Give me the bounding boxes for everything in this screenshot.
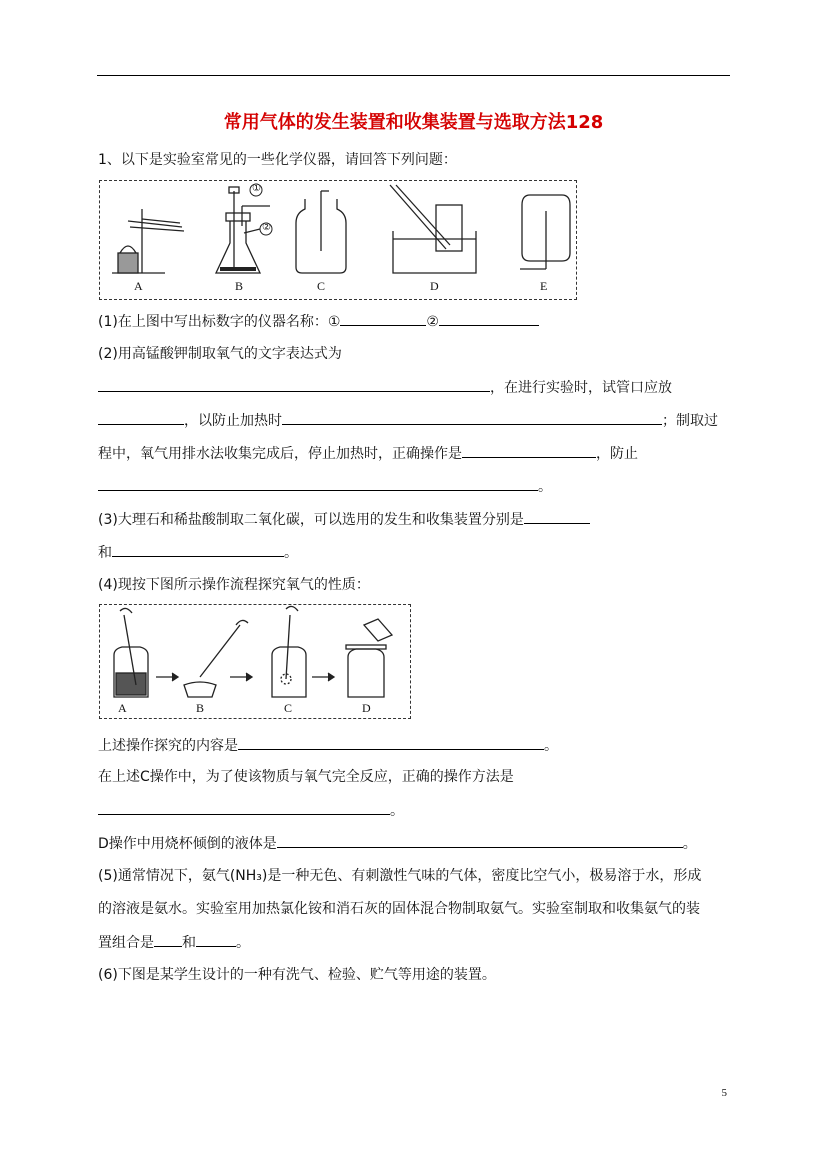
part-4-line-3: 。 <box>98 800 404 821</box>
exp-label-B: B <box>196 701 205 715</box>
answer-blank[interactable] <box>196 932 236 947</box>
answer-blank[interactable] <box>439 311 539 326</box>
part-2-line-5: 。 <box>98 476 552 497</box>
part-5-line-3: 置组合是 和 。 <box>98 932 250 953</box>
question-1-part-3: (3)大理石和稀盐酸制取二氧化碳，可以选用的发生和收集装置分别是 <box>98 509 590 530</box>
answer-blank[interactable] <box>238 735 544 750</box>
apparatus-drawing <box>100 181 576 299</box>
answer-blank[interactable] <box>524 509 590 524</box>
exp-label-C: C <box>284 701 293 715</box>
marker-2: ② <box>262 222 271 233</box>
answer-blank[interactable] <box>282 410 662 425</box>
apparatus-figure <box>99 180 577 300</box>
answer-blank[interactable] <box>98 800 390 815</box>
part-2-line-4: 程中，氧气用排水法收集完成后，停止加热时，正确操作是 ，防止 <box>98 443 638 464</box>
part-5-line-1: (5)通常情况下，氨气(NH₃)是一种无色、有刺激性气味的气体，密度比空气小，极易溶于水，形成 <box>98 868 702 884</box>
exp-label-A: A <box>118 701 127 715</box>
label-B: B <box>235 279 244 293</box>
label-D: D <box>430 279 439 293</box>
question-1-part-2: (2)用高锰酸钾制取氧气的文字表达式为 <box>98 346 342 362</box>
label-E: E <box>540 279 548 293</box>
part-2-line-2: ，在进行实验时，试管口应放 <box>98 377 672 398</box>
header-rule <box>97 75 730 76</box>
part-4-line-1: 上述操作探究的内容是 。 <box>98 735 558 756</box>
answer-blank[interactable] <box>340 311 426 326</box>
part-3-line-2: 和 。 <box>98 542 298 563</box>
answer-blank[interactable] <box>277 833 683 848</box>
answer-blank[interactable] <box>98 377 490 392</box>
oxygen-experiment-figure <box>99 604 411 719</box>
question-1-part-4: (4)现按下图所示操作流程探究氧气的性质： <box>98 577 370 593</box>
answer-blank[interactable] <box>98 410 184 425</box>
label-C: C <box>317 279 326 293</box>
question-1-part-1: (1)在上图中写出标数字的仪器名称：① ② <box>98 311 539 332</box>
label-A: A <box>134 279 143 293</box>
question-1-part-6: (6)下图是某学生设计的一种有洗气、检验、贮气等用途的装置。 <box>98 967 496 983</box>
answer-blank[interactable] <box>98 476 538 491</box>
answer-blank[interactable] <box>154 932 182 947</box>
question-1-intro: 1、以下是实验室常见的一些化学仪器，请回答下列问题： <box>98 152 457 168</box>
exp-label-D: D <box>362 701 371 715</box>
page-number: 5 <box>721 1087 727 1099</box>
answer-blank[interactable] <box>112 542 284 557</box>
answer-blank[interactable] <box>462 443 596 458</box>
marker-1: ① <box>252 183 261 194</box>
part-4-line-4: D操作中用烧杯倾倒的液体是 。 <box>98 833 697 854</box>
page-title: 常用气体的发生装置和收集装置与选取方法128 <box>223 112 604 133</box>
part-2-line-3: ，以防止加热时 ；制取过 <box>98 410 718 431</box>
part-4-line-2: 在上述C操作中，为了使该物质与氧气完全反应，正确的操作方法是 <box>98 769 514 785</box>
part-5-line-2: 的溶液是氨水。实验室用加热氯化铵和消石灰的固体混合物制取氨气。实验室制取和收集氨气的装 <box>98 901 700 917</box>
